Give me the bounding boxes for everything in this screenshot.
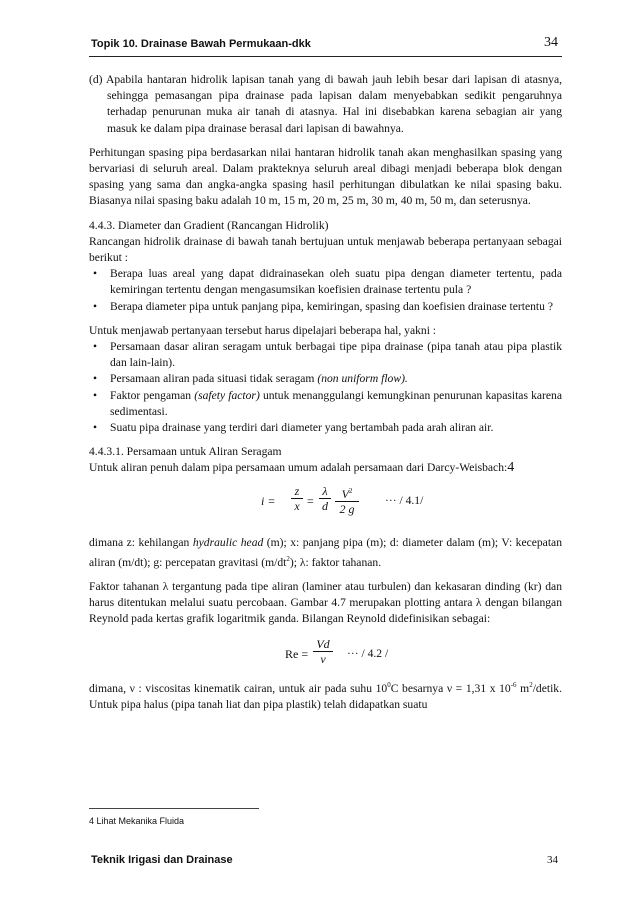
footer-title: Teknik Irigasi dan Drainase [91,854,233,866]
footnote-ref: 4 [507,460,515,476]
footnote-mark: 4 [89,816,95,826]
bullet-icon: • [93,267,98,281]
eq1-frac-v2-2g: $\frac{V^2}{2 g}$ [335,484,359,517]
intro-443: Rancangan hidrolik drainase di bawah tanah bertujuan untuk menjawab beberapa pertanyaan sebagai berikut : [89,234,562,265]
list-item: • Suatu pipa drainase yang terdiri dari diameter yang bertambah pada arah aliran air. [89,420,562,436]
header-page-number: 34 [544,35,558,50]
bullet-icon: • [93,372,98,386]
bullet-icon: • [93,299,98,313]
darcy-intro: Untuk aliran penuh dalam pipa persamaan umum adalah persamaan dari Darcy-Weisbach:4 [89,460,515,476]
eq2-lhs: Re = [285,646,309,661]
question-list [89,266,562,315]
eq1-definitions: dimana z: kehilangan hydraulic head (m); x: panjang pipa (m); d: diameter dalam (m); V: kecepatan aliran (m/dt); g: percepatan gravitasi $(m/dt^2)$; λ: faktor tahanan. [89,535,562,569]
bullet-icon: • [93,340,98,354]
faktor-tahanan-paragraph: Faktor tahanan λ tergantung pada tipe aliran (laminer atau turbulen) dan kekasaran dinding (kr) dan harus ditentukan melalui suatu percobaan. Gambar 4.7 merupakan plotting antara λ dengan bilangan Reynold pada kertas grafik logaritmik ganda. Bilangan Reynold didefinisikan sebagai: [89,579,562,626]
list-item: • Faktor pengaman (safety factor) untuk menanggulangi kemungkinan penurunan kapasitas karena sedimentasi. [93,388,562,418]
item-d-paragraph: (d) Apabila hantaran hidrolik lapisan tanah yang di bawah jauh lebih besar dari lapisan di atasnya, sehingga pemasangan pipa drainase pada lapisan dalam menyebabkan sedikit pengaruhnya terhadap penurunan muka air tanah di atasnya. Hal ini disebabkan karena sebagian air yang masuk ke dalam pipa drainase berasal dari lapisan di bawahnya. [89,73,562,135]
eq1-label: ··· / 4.1/ [385,493,424,507]
header-rule [89,56,562,57]
section-heading-443: 4.4.3. Diameter dan Gradient (Rancangan Hidrolik) [89,218,329,232]
section-heading-4431: 4.4.3.1. Persamaan untuk Aliran Seragam [89,445,282,459]
list-item: • Berapa luas areal yang dapat didrainasekan oleh suatu pipa dengan diameter tertentu, pada kemiringan tertentu dengan mengasumsikan koefisien drainase tertentu pula ? [93,267,562,297]
spasing-paragraph: Perhitungan spasing pipa berdasarkan nilai hantaran hidrolik tanah akan menghasilkan spasing yang bervariasi di seluruh areal. Dalam prakteknya seluruh areal dibagi menjadi beberapa blok dengan spasing yang sama dan angka-angka spasing hasil perhitungan dibulatkan ke nilai spasing baku. Biasanya nilai spasing baku adalah 10 m, 15 m, 20 m, 25 m, 30 m, 40 m, 50 m, dan seterusnya. [89,145,562,208]
eq2-frac: $\frac{Vd}{\nu}$ [313,637,333,667]
footer-page-number: 34 [547,854,558,866]
eq1-lhs: i = [261,493,276,508]
list-item: • Berapa diameter pipa untuk panjang pipa, kemiringan, spasing dan koefisien drainase tertentu ? [89,299,562,315]
running-header-title: Topik 10. Drainase Bawah Permukaan-dkk [91,38,311,50]
intro-topics: Untuk menjawab pertanyaan tersebut harus dipelajari beberapa hal, yakni : [89,323,437,337]
bullet-icon: • [93,421,98,435]
eq1-frac-zx: $\frac{z}{x}$ [291,484,303,514]
footnote-text: Lihat Mekanika Fluida [94,816,185,826]
footnote [89,816,184,826]
viscosity-paragraph: dimana, ν : viscositas kinematik cairan, untuk air pada suhu $10^0C$ besarnya ν = 1,31 x $10^{-6}$ $m^2$/detik. Untuk pipa halus (pipa tanah liat dan pipa plastik) telah didapatkan suatu [89,680,562,711]
body-text [89,72,562,713]
eq1-equals: = [307,493,314,508]
list-item: • Persamaan dasar aliran seragam untuk berbagai tipe pipa drainase (pipa tanah atau pipa plastik dan lain-lain). [93,340,562,370]
topic-list [89,339,562,436]
list-item: • Persamaan aliran pada situasi tidak seragam (non uniform flow). [89,371,562,387]
equation-4-2 [89,634,562,674]
equation-4-1 [89,481,562,521]
eq1-frac-lambda-d: $\frac{\lambda}{d}$ [319,484,331,514]
footnote-rule [89,808,259,809]
bullet-icon: • [93,388,98,402]
eq2-label: ··· / 4.2 / [347,646,389,660]
